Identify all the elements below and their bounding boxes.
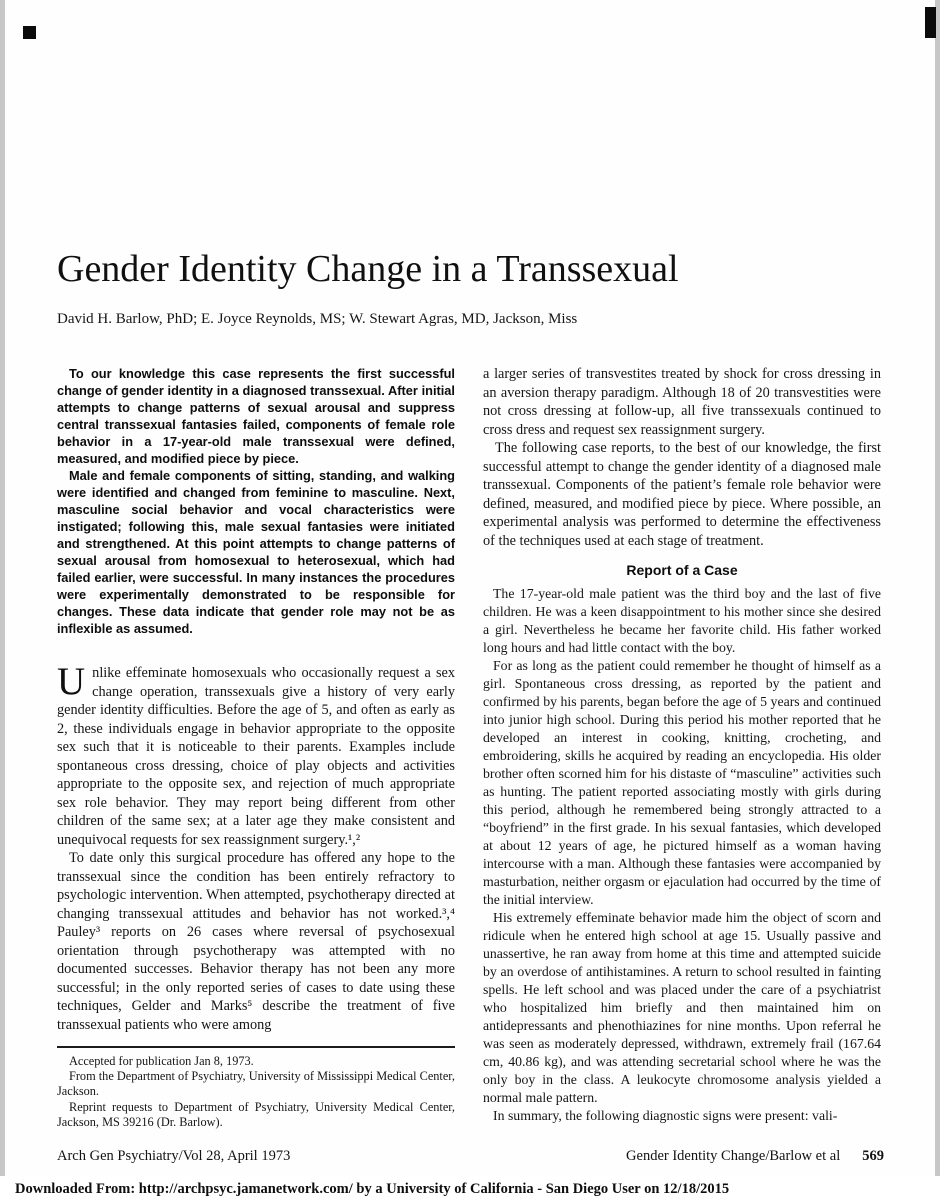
footnote-divider-rule xyxy=(57,1046,455,1048)
intro-paragraph: The following case reports, to the best of our knowledge, the first successful attempt to change the gender identity of a diagnosed male transsexual. Components of the patient’s female role behavior were defined, measured, and modified piece by piece. Where possible, an experimental analysis was performed to determine the effectiveness of the techniques used at each stage of treatment. xyxy=(483,440,881,549)
footnote-block xyxy=(57,1054,455,1130)
scan-edge-left xyxy=(0,0,5,1178)
download-provenance-bar xyxy=(0,1176,940,1200)
page-number: 569 xyxy=(862,1148,884,1164)
footnote-accepted: Accepted for publication Jan 8, 1973. xyxy=(69,1054,254,1068)
intro-paragraph: To date only this surgical procedure has offered any hope to the transsexual since the condition has been entirely refractory to psychologic intervention. When attempted, psychotherapy directed at changing transsexual attitudes and behavior has not worked.³,⁴ Pauley³ reports on 26 cases where reversal of psychosexual orientation through psychotherapy was attempted with no documented successes. Behavior therapy has not been any more successful; in the only reported series of cases to date using these techniques, Gelder and Marks⁵ describe the treatment of five transsexual patients who were among xyxy=(57,850,455,1033)
dropcap-letter: U xyxy=(57,660,86,703)
intro-paragraph-dropcap xyxy=(57,660,455,849)
scan-registration-mark-top-left xyxy=(23,26,36,39)
footnote-affiliation: From the Department of Psychiatry, University of Mississippi Medical Center, Jackson. xyxy=(57,1069,455,1099)
case-paragraph: For as long as the patient could remember he thought of himself as a girl. Spontaneous cross dressing, as reported by the patient and confirmed by his parents, began before the age of 5 years and continued into junior high school. During this period his mother reported that he developed an interest in cooking, knitting, crocheting, and embroidering, skills he acquired by reading an encyclopedia. His older brother often scorned him for his distaste of “masculine” activities such as hunting. The patient reported associating mostly with girls during this period, although he remembered being strongly attracted to a “boyfriend” in the first grade. In his sexual fantasies, which developed at about 12 years of age, he pictured himself as a woman having intercourse with a man. Although these fantasies were accompanied by masturbation, neither orgasm or ejaculation had occurred by the time of the initial interview. xyxy=(483,658,881,907)
case-paragraph: In summary, the following diagnostic signs were present: vali- xyxy=(493,1108,838,1123)
footer-journal-line: Arch Gen Psychiatry/Vol 28, April 1973 xyxy=(57,1148,291,1164)
footer-right-group xyxy=(626,1148,884,1165)
case-paragraph: The 17-year-old male patient was the third boy and the last of five children. He was a keen disappointment to his mother since she desired a girl. Nevertheless he became her favorite child. His father worked long hours and had little contact with the boy. xyxy=(483,586,881,655)
author-byline: David H. Barlow, PhD; E. Joyce Reynolds, MS; W. Stewart Agras, MD, Jackson, Miss xyxy=(57,311,578,327)
scan-edge-right xyxy=(935,0,940,1178)
left-column xyxy=(57,365,455,1034)
right-column xyxy=(483,365,881,1125)
intro-paragraph-continuation: a larger series of transvestites treated by shock for cross dressing in an aversion therapy paradigm. Although 18 of 20 transvestities were not cross dressing at follow-up, all five transsexuals continued to cross dress and request sex reassignment surgery. xyxy=(483,366,881,438)
section-heading-report-of-a-case: Report of a Case xyxy=(626,562,738,578)
article-title: Gender Identity Change in a Transsexual xyxy=(57,248,679,290)
intro-paragraph-text: nlike effeminate homosexuals who occasionally request a sex change operation, transsexuals give a history of very early gender identity difficulties. Before the age of 5, and often as early as 2, these individuals engage in behavior appropriate to the opposite sex such that it is noticeable to their parents. Examples include spontaneous cross dressing, choice of play objects and activities appropriate to the opposite sex, and rejection of much appropriate sex role behavior. They may report being different from other children of the same sex; at a later age they make consistent and unequivocal requests for sex reassignment surgery.¹,² xyxy=(57,665,455,848)
scan-registration-mark-top-right xyxy=(925,7,936,38)
footnote-reprints: Reprint requests to Department of Psychiatry, University Medical Center, Jackson, MS 39216 (Dr. Barlow). xyxy=(57,1099,455,1129)
abstract-paragraph: Male and female components of sitting, standing, and walking were identified and changed from feminine to masculine. Next, masculine social behavior and vocal characteristics were instigated; following this, male sexual fantasies were initiated and strengthened. At this point attempts to change patterns of sexual arousal from homosexual to heterosexual, which had failed earlier, were successful. In many instances the procedures were experimentally demonstrated to be responsible for changes. These data indicate that gender role may not be as inflexible as assumed. xyxy=(57,468,455,636)
abstract-paragraph: To our knowledge this case represents the first successful change of gender identity in a diagnosed transsexual. After initial attempts to change patterns of sexual arousal and suppress central transsexual fantasies failed, components of female role behavior in a 17-year-old male transsexual were defined, measured, and modified piece by piece. xyxy=(57,366,455,466)
footer-running-title: Gender Identity Change/Barlow et al xyxy=(626,1148,841,1164)
page-footer xyxy=(57,1148,884,1165)
case-paragraph: His extremely effeminate behavior made him the object of scorn and ridicule when he entered high school at age 15. Usually passive and unassertive, he ran away from home at this time and attempted suicide by an overdose of antihistamines. A return to school resulted in fainting spells. He left school and was placed under the care of a psychiatrist who hospitalized him briefly and then maintained him on antidepressants and phenothiazines for nine months. Upon referral he was seen as moderately depressed, withdrawn, extremely frail (167.64 cm, 40.86 kg), and was attending secretarial school where he was the only boy in the class. A leukocyte chromosome analysis yielded a normal male pattern. xyxy=(483,910,881,1105)
download-provenance-text: Downloaded From: http://archpsyc.jamanetwork.com/ by a University of California - San Diego User on 12/18/2015 xyxy=(15,1181,730,1197)
